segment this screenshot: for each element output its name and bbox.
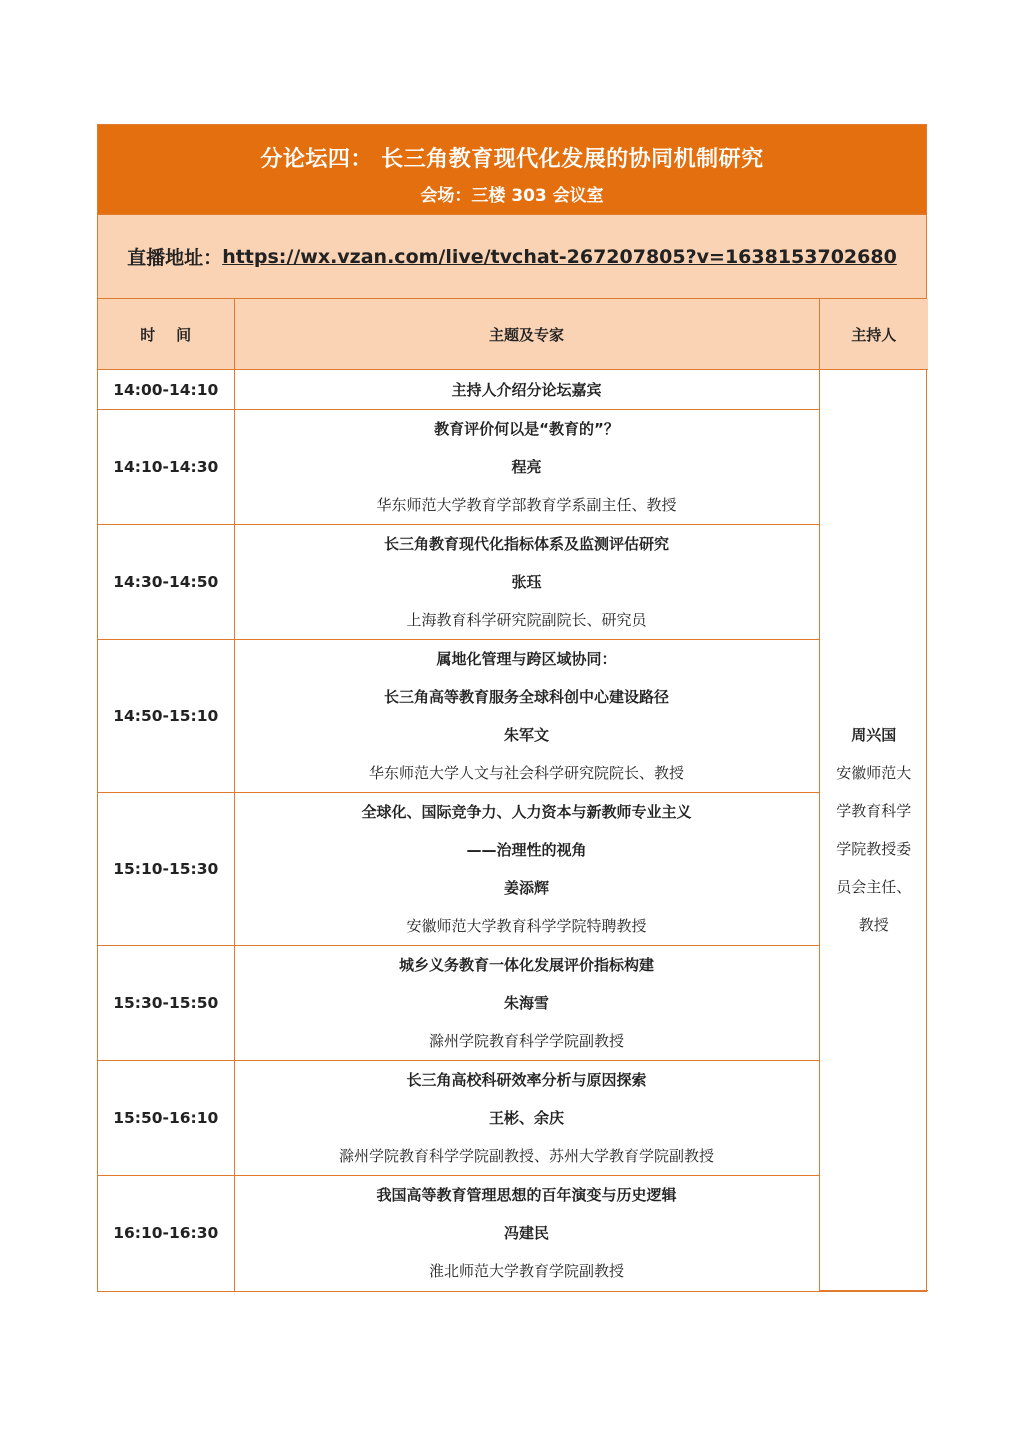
session-affiliation: 滁州学院教育科学学院副教授、苏州大学教育学院副教授 <box>338 1147 714 1165</box>
host-title-line: 安徽师范大 <box>836 764 912 782</box>
session-cell <box>234 1061 819 1176</box>
session-topic: 长三角高校科研效率分析与原因探索 <box>406 1071 647 1089</box>
session-cell <box>234 793 819 946</box>
session-speaker: 张珏 <box>511 573 542 591</box>
table-row <box>98 1061 928 1176</box>
table-row <box>98 793 928 946</box>
session-topic: 城乡义务教育一体化发展评价指标构建 <box>398 956 654 974</box>
session-topic-line2: 长三角高等教育服务全球科创中心建设路径 <box>383 688 669 706</box>
session-cell <box>234 525 819 640</box>
host-title-line: 员会主任、 <box>836 878 912 896</box>
session-cell <box>234 1176 819 1291</box>
session-time: 14:10-14:30 <box>98 410 234 525</box>
column-header-time: 时 间 <box>98 299 234 370</box>
session-speaker: 朱军文 <box>503 726 549 744</box>
session-affiliation: 安徽师范大学教育科学学院特聘教授 <box>406 917 647 935</box>
session-speaker: 程亮 <box>511 458 542 476</box>
forum-title: 分论坛四： 长三角教育现代化发展的协同机制研究 <box>260 147 764 172</box>
live-stream-bar <box>98 215 926 299</box>
session-topic: 属地化管理与跨区域协同： <box>436 650 617 668</box>
session-affiliation: 淮北师范大学教育学院副教授 <box>428 1262 624 1281</box>
host-title-line: 教授 <box>858 916 889 934</box>
agenda-sheet <box>97 124 927 1292</box>
session-speaker: 姜添辉 <box>503 879 549 897</box>
session-time: 15:50-16:10 <box>98 1061 234 1176</box>
venue: 会场：三楼 303 会议室 <box>420 186 604 206</box>
host-title-line: 学教育科学 <box>836 802 912 820</box>
table-row <box>98 370 928 410</box>
session-time: 15:30-15:50 <box>98 946 234 1061</box>
table-row <box>98 1176 928 1291</box>
session-time: 14:00-14:10 <box>98 370 234 410</box>
session-time: 14:30-14:50 <box>98 525 234 640</box>
session-cell <box>234 410 819 525</box>
session-cell <box>234 370 819 410</box>
host-name: 周兴国 <box>851 726 897 744</box>
session-affiliation: 华东师范大学教育学部教育学系副主任、教授 <box>376 496 677 514</box>
session-speaker: 冯建民 <box>503 1224 549 1243</box>
title-bar <box>98 125 926 215</box>
session-time: 16:10-16:30 <box>98 1176 234 1291</box>
session-topic: 主持人介绍分论坛嘉宾 <box>451 380 602 399</box>
host-cell <box>819 370 928 1291</box>
table-row <box>98 640 928 793</box>
session-affiliation: 华东师范大学人文与社会科学研究院院长、教授 <box>368 764 684 782</box>
table-row <box>98 525 928 640</box>
schedule-table <box>98 299 928 1291</box>
column-header-topic: 主题及专家 <box>234 299 819 370</box>
session-speaker: 王彬、余庆 <box>488 1109 564 1127</box>
session-affiliation: 上海教育科学研究院副院长、研究员 <box>406 611 647 629</box>
session-topic: 全球化、国际竞争力、人力资本与新教师专业主义 <box>361 803 692 821</box>
session-cell <box>234 640 819 793</box>
session-time: 15:10-15:30 <box>98 793 234 946</box>
live-label: 直播地址： <box>127 247 223 269</box>
session-topic: 教育评价何以是“教育的”？ <box>434 420 619 438</box>
session-topic: 我国高等教育管理思想的百年演变与历史逻辑 <box>376 1186 677 1205</box>
table-header-row <box>98 299 928 370</box>
session-affiliation: 滁州学院教育科学学院副教授 <box>428 1032 624 1050</box>
host-title-line: 学院教授委 <box>836 840 912 858</box>
column-header-host: 主持人 <box>819 299 928 370</box>
live-url-link[interactable]: https://wx.vzan.com/live/tvchat-267207805?v=1638153702680 <box>222 245 897 268</box>
table-row <box>98 410 928 525</box>
table-row <box>98 946 928 1061</box>
session-speaker: 朱海雪 <box>503 994 549 1012</box>
session-topic-line2: ——治理性的视角 <box>466 841 587 859</box>
session-cell <box>234 946 819 1061</box>
session-time: 14:50-15:10 <box>98 640 234 793</box>
session-topic: 长三角教育现代化指标体系及监测评估研究 <box>383 535 669 553</box>
